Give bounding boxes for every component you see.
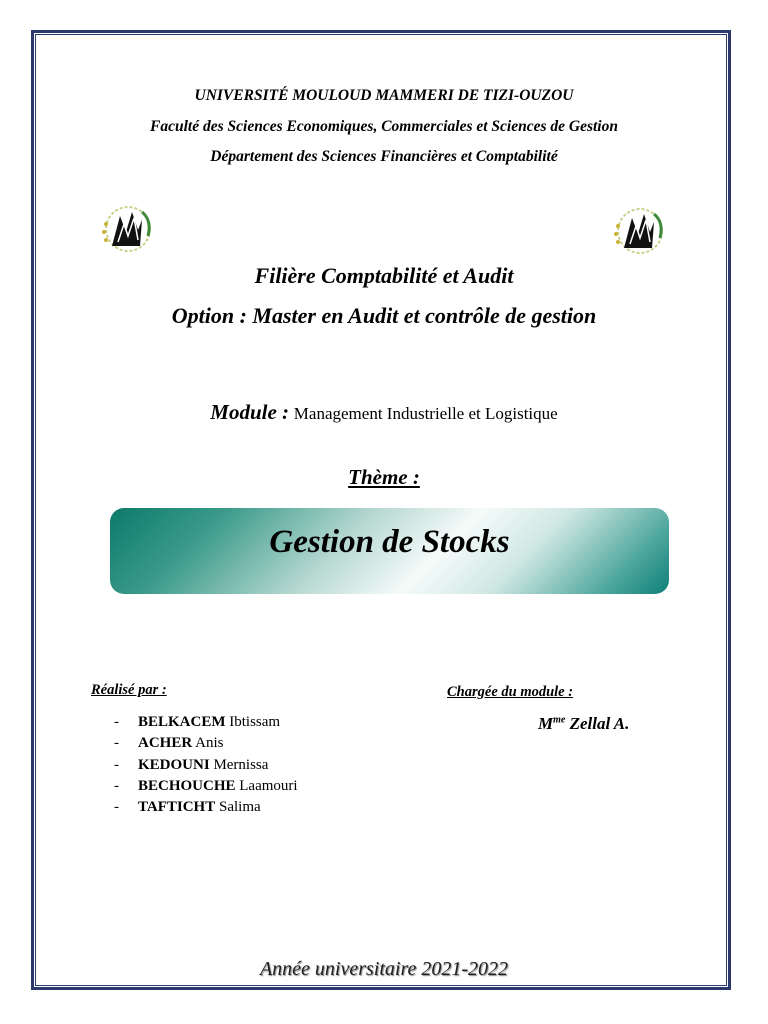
author-last-name: ACHER [138, 735, 193, 752]
module-value: Management Industrielle et Logistique [293, 404, 558, 423]
author-item: - ACHER Anis [114, 735, 224, 752]
author-list [114, 712, 298, 818]
module-line [0, 400, 768, 425]
author-last-name: TAFTICHT [138, 799, 216, 816]
author-item: - KEDOUNI Mernissa [114, 756, 269, 773]
module-label: Module : [210, 400, 290, 424]
author-first-name: Laamouri [239, 777, 298, 794]
theme-title: Gestion de Stocks [269, 524, 510, 560]
university-name: UNIVERSITÉ MOULOUD MAMMERI DE TIZI-OUZOU [194, 87, 574, 104]
academic-year: Année universitaire 2021-2022 [259, 958, 509, 980]
author-item: - BECHOUCHE Laamouri [114, 777, 298, 794]
department-name: Département des Sciences Financières et Comptabilité [210, 148, 558, 165]
author-last-name: BECHOUCHE [138, 777, 236, 794]
university-logo-icon [610, 204, 670, 256]
author-item: - TAFTICHT Salima [114, 799, 261, 816]
module-instructor: $M^{me}$ Zellal A. [538, 714, 630, 733]
author-last-name: BELKACEM [138, 714, 226, 730]
option-title: Option : Master en Audit et contrôle de gestion [171, 303, 597, 328]
realise-label: Réalisé par : [91, 682, 167, 698]
author-first-name: Ibtissam [229, 714, 281, 730]
university-logo-icon [98, 202, 158, 254]
author-first-name: Salima [218, 799, 261, 816]
author-last-name: KEDOUNI [138, 756, 210, 773]
chargee-label: Chargée du module : [447, 684, 574, 700]
author-first-name: Anis [195, 735, 224, 752]
author-item: - BELKACEM Ibtissam [114, 714, 281, 730]
filiere-title: Filière Comptabilité et Audit [254, 263, 514, 288]
author-first-name: Mernissa [213, 756, 269, 773]
faculty-name: Faculté des Sciences Economiques, Commerciales et Sciences de Gestion [150, 118, 618, 135]
theme-label: Thème : [348, 465, 420, 489]
